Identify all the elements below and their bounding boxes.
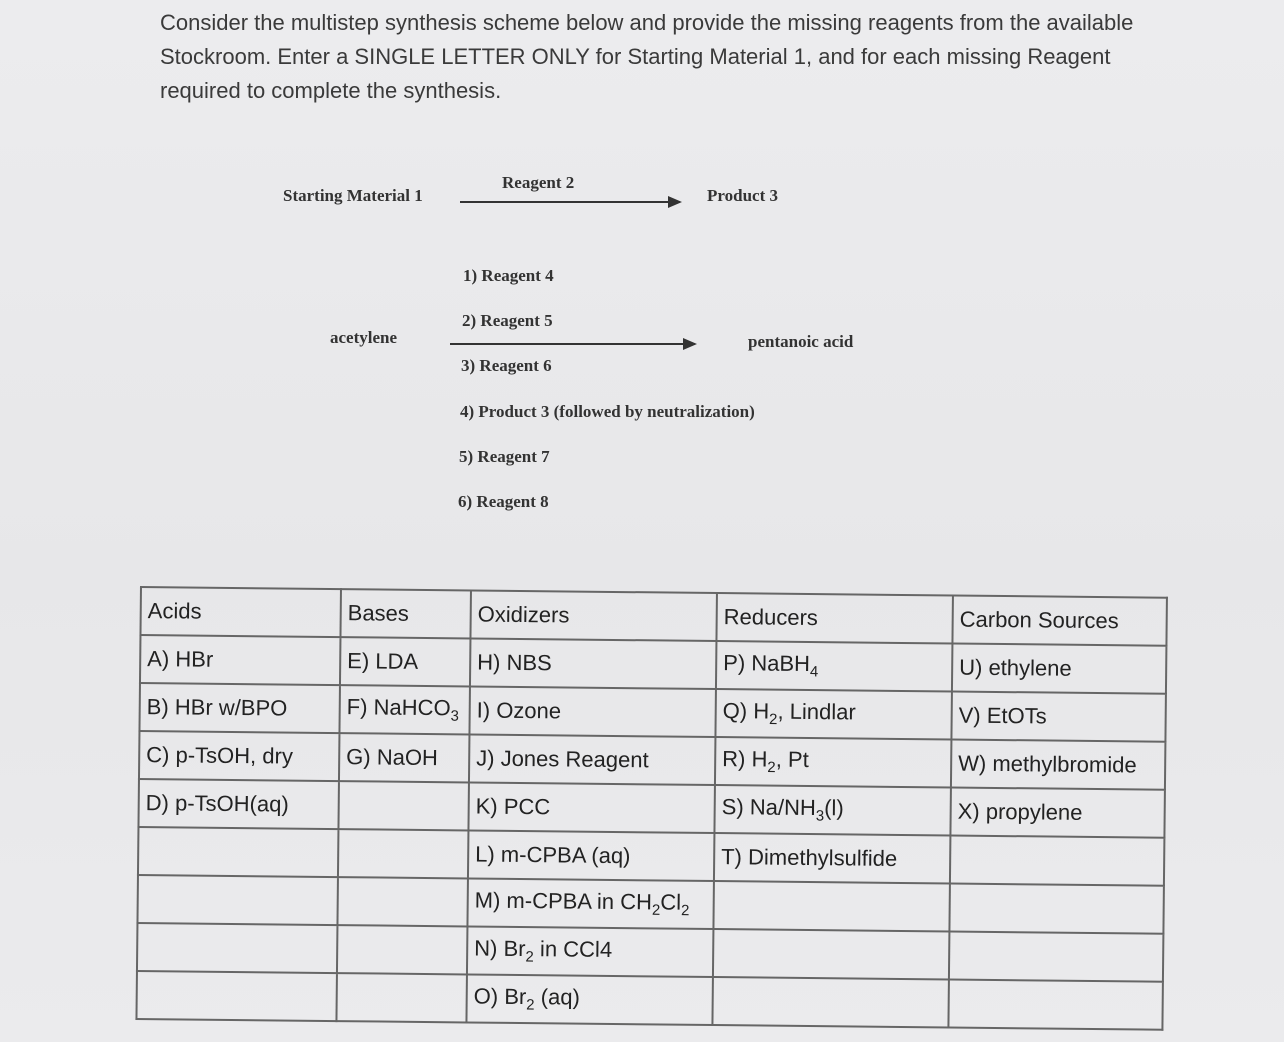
table-cell xyxy=(138,827,338,877)
table-cell: C) p-TsOH, dry xyxy=(139,731,339,781)
table-cell: W) methylbromide xyxy=(951,740,1165,790)
table-cell: H) NBS xyxy=(470,638,716,689)
table-cell: L) m-CPBA (aq) xyxy=(468,830,714,881)
table-cell xyxy=(336,973,466,1022)
table-cell xyxy=(338,781,468,830)
step-2-label: 2) Reagent 5 xyxy=(462,311,553,330)
table-cell: K) PCC xyxy=(468,782,714,833)
reaction-arrow-2 xyxy=(450,343,695,345)
table-cell: B) HBr w/BPO xyxy=(139,683,339,733)
header-acids: Acids xyxy=(140,587,340,637)
table-cell xyxy=(713,929,949,979)
header-carbon-sources: Carbon Sources xyxy=(952,596,1166,646)
step-6-label: 6) Reagent 8 xyxy=(458,492,549,511)
table-cell: T) Dimethylsulfide xyxy=(714,833,950,883)
table-cell: O) $Br_2$ (aq) xyxy=(466,974,712,1025)
table-cell xyxy=(337,877,467,926)
pentanoic-acid-label: pentanoic acid xyxy=(748,332,854,351)
header-reducers: Reducers xyxy=(716,593,952,643)
table-cell: P) NaBH$_4$ xyxy=(716,641,952,691)
table-row xyxy=(136,971,1162,1030)
table-cell: E) LDA xyxy=(340,637,470,686)
stockroom-table xyxy=(135,586,1167,1031)
table-cell: V) EtOTs xyxy=(951,692,1165,742)
table-cell: I) Ozone xyxy=(469,686,715,737)
product-3-label: Product 3 xyxy=(707,186,778,205)
table-cell: D) p-TsOH(aq) xyxy=(138,779,338,829)
table-cell: R) $H_2$, Pt xyxy=(715,737,951,787)
table-cell xyxy=(950,836,1164,886)
table-cell: J) Jones Reagent xyxy=(469,734,715,785)
table-cell: F) NaHCO$_3$ xyxy=(339,685,469,734)
table-cell xyxy=(338,829,468,878)
step-5-label: 5) Reagent 7 xyxy=(459,447,550,466)
table-cell: G) NaOH xyxy=(339,733,469,782)
table-cell xyxy=(948,979,1162,1029)
table-cell: X) propylene xyxy=(950,788,1164,838)
acetylene-label: acetylene xyxy=(330,328,398,347)
table-cell: M) m-CPBA in $CH_2Cl_2$ xyxy=(467,878,713,929)
starting-material-label: Starting Material 1 xyxy=(283,186,423,205)
table-cell xyxy=(337,925,467,974)
table-cell xyxy=(137,875,337,925)
table-cell: A) HBr xyxy=(140,635,340,685)
header-bases: Bases xyxy=(340,589,470,638)
table-cell xyxy=(713,881,949,931)
instructions-text: Consider the multistep synthesis scheme below and provide the missing reagents from the available Stockroom. Enter a SINGLE LETTER ONLY for Starting Material 1, and for each missing Reagent required to complete the synthesis. xyxy=(160,10,1134,103)
step-4-label: 4) Product 3 (followed by neutralization) xyxy=(460,402,755,421)
reaction-arrow-1 xyxy=(460,201,680,203)
table-cell xyxy=(137,923,337,973)
table-cell: S) $Na/NH_3(l)$ xyxy=(714,785,950,835)
header-oxidizers: Oxidizers xyxy=(470,590,716,641)
table-cell: N) $Br_2$ in CCl4 xyxy=(467,926,713,977)
step-3-label: 3) Reagent 6 xyxy=(461,356,552,375)
table-cell xyxy=(949,931,1163,981)
reagent-2-label: Reagent 2 xyxy=(502,173,575,192)
table-cell xyxy=(136,971,336,1021)
step-1-label: 1) Reagent 4 xyxy=(463,266,554,285)
table-cell xyxy=(712,977,948,1027)
table-cell: Q) $H_2$, Lindlar xyxy=(715,689,951,739)
table-cell: U) ethylene xyxy=(952,644,1166,694)
table-cell xyxy=(949,883,1163,933)
